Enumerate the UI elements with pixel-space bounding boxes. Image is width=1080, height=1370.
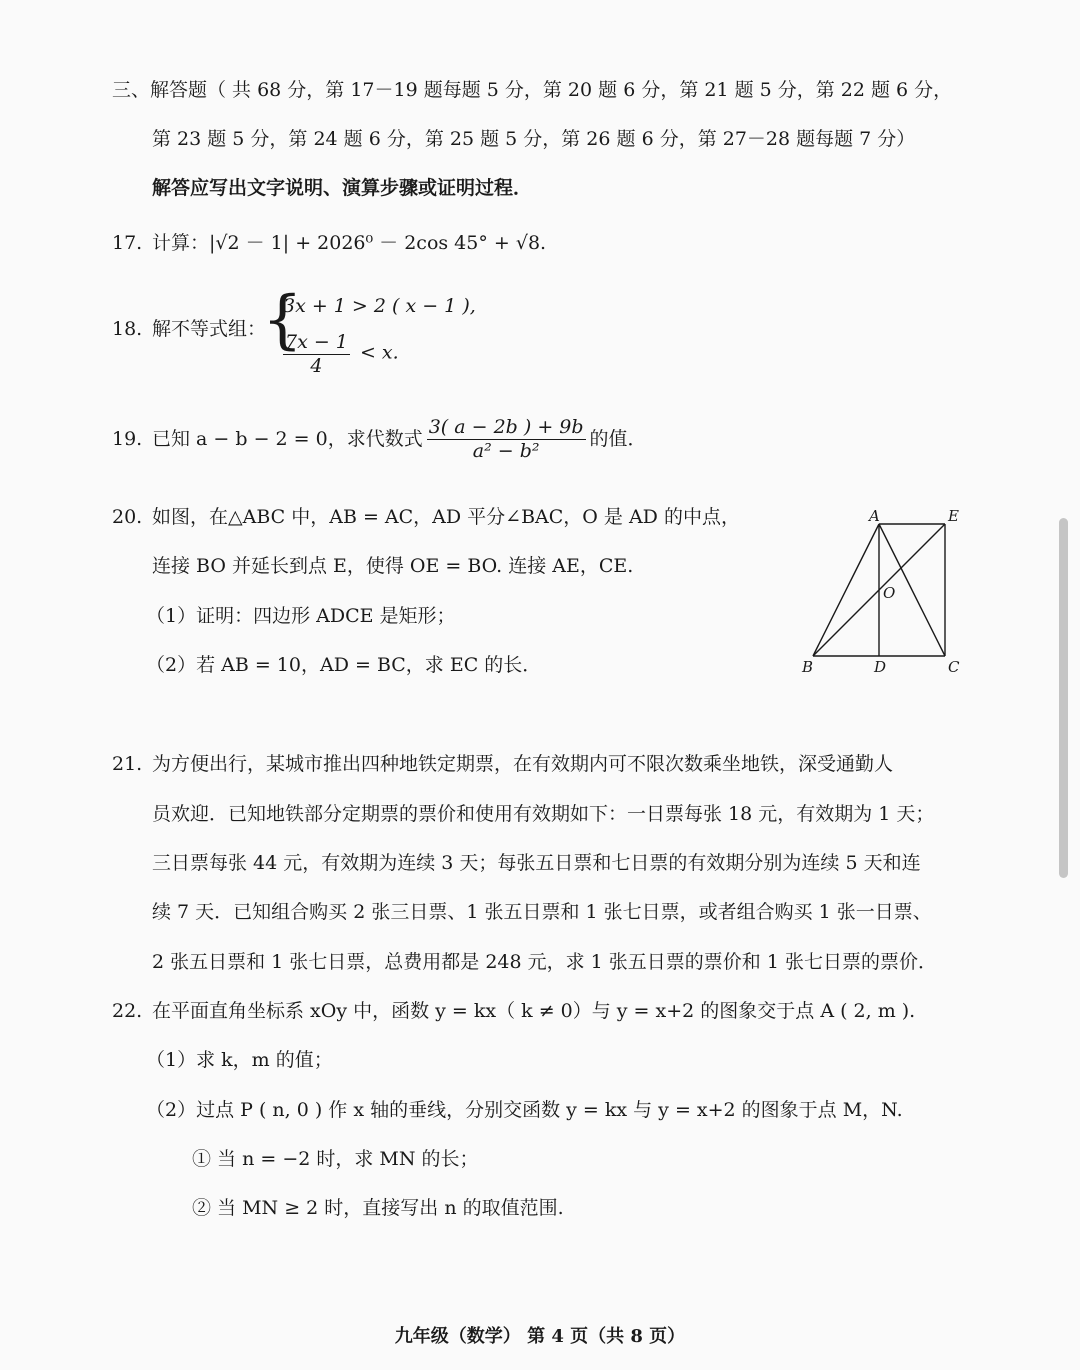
- question-number: 20.: [112, 506, 143, 528]
- question-text-post: 的值．: [589, 427, 647, 450]
- question-number: 18.: [112, 318, 143, 340]
- question-21: [112, 751, 893, 777]
- question-20-line2: 连接 BO 并延长到点 E，使得 OE = BO. 连接 AE，CE.: [152, 555, 634, 577]
- question-text: 如图，在△ABC 中，AB = AC，AD 平分∠BAC，O 是 AD 的中点，: [152, 506, 740, 528]
- scrollbar-thumb[interactable]: [1059, 518, 1068, 878]
- question-21-line5: 2 张五日票和 1 张七日票，总费用都是 248 元，求 1 张五日票的票价和 1 张七日票的票价．: [152, 951, 937, 973]
- question-22-part1: （1）求 k，m 的值；: [146, 1049, 333, 1071]
- label-O: O: [883, 584, 896, 602]
- brace-symbol: {: [262, 283, 303, 357]
- question-20: [112, 504, 740, 530]
- label-E: E: [948, 507, 959, 525]
- question-20-part1: （1）证明：四边形 ADCE 是矩形；: [146, 605, 456, 627]
- page-footer: 九年级（数学） 第 4 页（共 8 页）: [394, 1326, 686, 1347]
- question-number: 17.: [112, 232, 143, 254]
- question-text: 计算：|√2 － 1| + 2026⁰ － 2cos 45° + √8.: [152, 232, 547, 254]
- question-text: 在平面直角坐标系 xOy 中，函数 y = kx（ k ≠ 0）与 y = x+2 的图象交于点 A ( 2, m ).: [152, 1000, 916, 1022]
- question-22-part2: （2）过点 P ( n, 0 ) 作 x 轴的垂线，分别交函数 y = kx 与 y = x+2 的图象于点 M，N.: [146, 1099, 903, 1121]
- inequality-2: [283, 330, 399, 377]
- question-text: 为方便出行，某城市推出四种地铁定期票，在有效期内可不限次数乘坐地铁，深受通勤人: [152, 753, 894, 775]
- question-21-line4: 续 7 天．已知组合购买 2 张三日票、1 张五日票和 1 张七日票，或者组合购买 1 张一日票、: [152, 901, 932, 923]
- geometry-figure: [795, 500, 975, 685]
- section-header-line1: 三、解答题（ 共 68 分，第 17－19 题每题 5 分，第 20 题 6 分，第 21 题 5 分，第 22 题 6 分，: [112, 79, 953, 101]
- label-D: D: [874, 658, 887, 676]
- question-18: [112, 316, 266, 342]
- label-C: C: [948, 658, 960, 676]
- inequality-2-rest: < x.: [359, 341, 399, 364]
- label-B: B: [802, 658, 814, 676]
- section-header-line2: 第 23 题 5 分，第 24 题 6 分，第 25 题 5 分，第 26 题 6 分，第 27－28 题每题 7 分）: [152, 128, 916, 150]
- inequality-2-numerator: 7x − 1: [285, 331, 348, 353]
- question-label: 解不等式组：: [152, 318, 267, 340]
- question-19: [112, 415, 647, 462]
- question-number: 19.: [112, 427, 143, 450]
- question-17: [112, 230, 546, 256]
- section-instruction: 解答应写出文字说明、演算步骤或证明过程．: [152, 177, 533, 199]
- fraction-denominator: a² − b²: [472, 440, 540, 462]
- segment-AB: [813, 524, 879, 656]
- question-number: 21.: [112, 753, 143, 775]
- question-number: 22.: [112, 1000, 143, 1022]
- question-22: [112, 998, 915, 1024]
- inequality-1: 3x + 1 > 2 ( x − 1 ),: [283, 295, 476, 317]
- fraction-numerator: 3( a − 2b ) + 9b: [428, 416, 584, 438]
- label-A: A: [869, 507, 880, 525]
- inequality-2-denominator: 4: [310, 355, 323, 377]
- question-20-part2: （2）若 AB = 10，AD = BC，求 EC 的长．: [146, 654, 542, 676]
- question-21-line2: 员欢迎．已知地铁部分定期票的票价和使用有效期如下：一日票每张 18 元，有效期为 1 天；: [152, 803, 935, 825]
- question-21-line3: 三日票每张 44 元，有效期为连续 3 天；每张五日票和七日票的有效期分别为连续 5 天和连: [152, 852, 921, 874]
- question-text-pre: 已知 a − b − 2 = 0，求代数式: [152, 427, 423, 450]
- question-22-sub2: ② 当 MN ≥ 2 时，直接写出 n 的取值范围.: [192, 1197, 564, 1219]
- question-22-sub1: ① 当 n = −2 时，求 MN 的长；: [192, 1148, 479, 1170]
